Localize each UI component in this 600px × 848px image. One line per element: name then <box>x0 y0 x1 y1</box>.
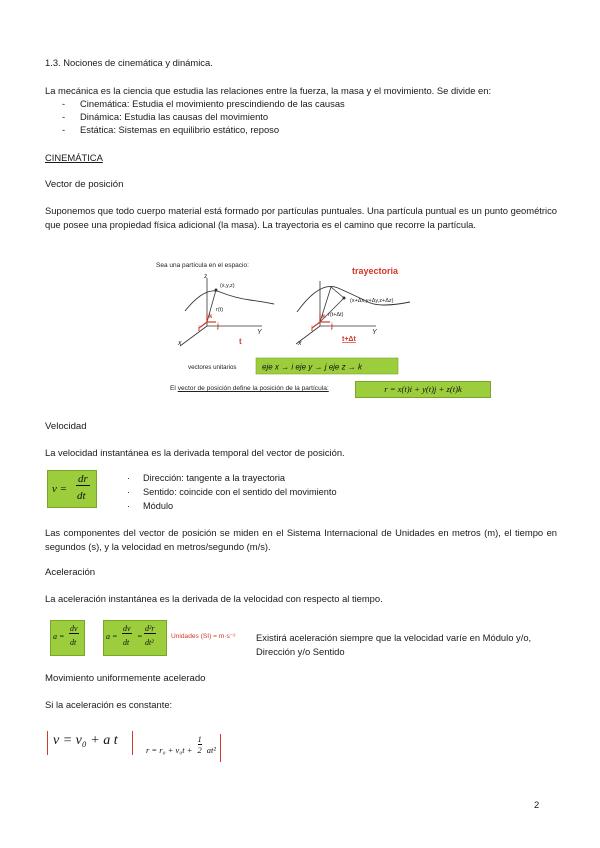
velocity-units-paragraph: Las componentes del vector de posición se miden en el Sistema Internacional de Unidades en metros (m), el tiempo en segundos (s), y la velocidad en metros/segundo (m/s). <box>45 527 557 552</box>
intro-paragraph: La mecánica es la ciencia que estudia las relaciones entre la fuerza, la masa y el movimiento. Se divide en: <box>45 85 492 96</box>
unit-vectors-formula: eje x → i eje y → j eje z → k <box>262 362 363 372</box>
acceleration-note: Existirá aceleración siempre que la velocidad varíe en Módulo y/o, Dirección y/o Sentido <box>256 632 532 657</box>
acceleration-heading: Aceleración <box>45 567 96 578</box>
svg-text:(x,y,z): (x,y,z) <box>220 283 235 289</box>
svg-text:k: k <box>209 314 213 320</box>
svg-text:i: i <box>198 326 200 333</box>
position-vector-definition: El vector de posición define la posición de la partícula: <box>170 385 329 392</box>
velocity-definition: La velocidad instantánea es la derivada temporal del vector de posición. <box>45 447 345 458</box>
left-diagram-title: Sea una partícula en el espacio: <box>156 262 249 269</box>
list-item: · Módulo <box>125 500 425 514</box>
svg-text:r(t): r(t) <box>216 307 224 313</box>
velocity-formula-box: v = dr dt <box>47 470 97 508</box>
svg-text:Y: Y <box>372 329 377 336</box>
kinematics-diagram <box>150 256 440 376</box>
svg-text:j: j <box>331 323 333 330</box>
list-item: - Estática: Sistemas en equilibrio estático, reposo <box>62 123 542 136</box>
acceleration-formula-2: a = dv dt = d²r dt² <box>103 620 167 656</box>
position-equation: $_{r = r_0 + v_0t +}$ $\frac{1}{2}$ $_{at^2}$ <box>146 734 221 762</box>
mua-condition: Si la aceleración es constante: <box>45 699 173 710</box>
mua-heading: Movimiento uniformemente acelerado <box>45 673 206 684</box>
list-item: · Dirección: tangente a la trayectoria <box>125 472 425 486</box>
list-item: - Cinemática: Estudia el movimiento prescindiendo de las causas <box>62 97 542 110</box>
divisions-list <box>62 97 542 136</box>
velocity-equation: v = v₀ + a t <box>53 733 118 748</box>
x-axis <box>180 326 207 346</box>
trajectory-curve <box>185 291 274 311</box>
svg-text:Y: Y <box>257 329 262 336</box>
svg-text:k: k <box>322 314 326 320</box>
cinematica-heading: CINEMÁTICA <box>45 152 103 163</box>
svg-text:(x+Δx,y+Δy,z+Δz): (x+Δx,y+Δy,z+Δz) <box>350 298 394 304</box>
svg-text:i: i <box>311 326 313 333</box>
svg-text:x: x <box>298 340 302 347</box>
velocity-equation-box <box>47 731 133 755</box>
position-paragraph: Suponemos que todo cuerpo material está formado por partículas puntuales. Una partícula puntual es un punto geométrico que posee una propiedad física adicional (la masa). La trayectoria es el camino que recorre la partícula. <box>45 205 557 230</box>
svg-text:r(t+Δt): r(t+Δt) <box>328 312 344 318</box>
svg-text:t: t <box>239 337 242 346</box>
position-heading: Vector de posición <box>45 179 124 190</box>
unit-vectors-label: vectores unitarios <box>188 364 237 371</box>
trajectory-label: trayectoria <box>352 266 399 276</box>
svg-text:x: x <box>178 340 182 347</box>
position-vector-formula: r = x(t)i + y(t)j + z(t)k <box>355 381 491 398</box>
velocity-properties <box>125 472 425 513</box>
acceleration-formula-1: a = dv dt <box>50 620 85 656</box>
velocity-heading: Velocidad <box>45 421 87 432</box>
section-title: 1.3. Nociones de cinemática y dinámica. <box>45 57 213 68</box>
page-number: 2 <box>534 799 540 810</box>
list-item: - Dinámica: Estudia las causas del movimiento <box>62 110 542 123</box>
particle-point <box>215 289 218 292</box>
svg-text:t+Δt: t+Δt <box>342 336 356 343</box>
acceleration-units: Unidades (SI) = m·s⁻² <box>171 633 236 640</box>
list-item: · Sentido: coincide con el sentido del movimiento <box>125 486 425 500</box>
svg-text:z: z <box>204 273 208 280</box>
svg-text:j: j <box>217 323 219 330</box>
acceleration-definition: La aceleración instantánea es la derivada de la velocidad con respecto al tiempo. <box>45 593 383 604</box>
